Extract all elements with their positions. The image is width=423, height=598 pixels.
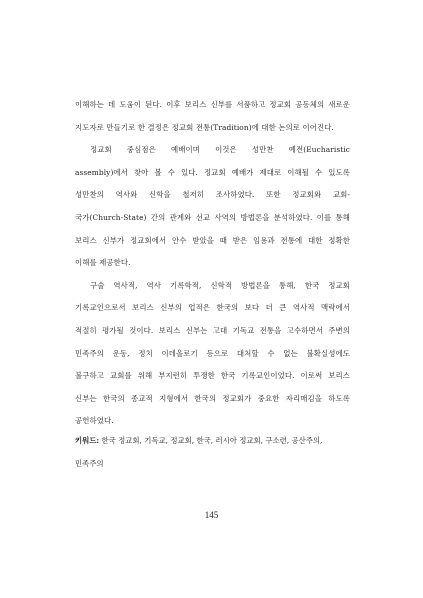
text-line: 기록교인으로서 보리스 신부의 업적은 한국의 보다 더 큰 역사적 맥락에서 bbox=[75, 303, 350, 313]
text-line: 적절히 평가될 것이다. 보리스 신부는 고대 기독교 전통을 고수하면서 주변의 bbox=[75, 325, 350, 335]
text-line: 공헌하였다. bbox=[75, 416, 114, 426]
text-line: 불구하고 교회를 위해 부지런히 투쟁한 한국 기록교인이었다. 이로써 보리스 bbox=[75, 371, 350, 381]
text-line: 이해를 제공한다. bbox=[75, 258, 131, 268]
text-line: 성만찬의 역사와 신학을 철저히 조사하였다. 또한 정교회와 교회- bbox=[75, 190, 350, 200]
text-line: 신부는 한국의 종교적 지형에서 한국의 정교회가 중요한 자리매김을 하도록 bbox=[75, 393, 350, 403]
text-line: 민족주의 운동, 정치 이데올로기 등으로 대처할 수 없는 불확실성에도 bbox=[75, 348, 350, 358]
keywords-block bbox=[75, 430, 350, 475]
body-text bbox=[75, 94, 350, 433]
paragraph-2 bbox=[75, 139, 350, 275]
text-line: 지도자로 만들기로 한 결정은 정교회 전통(Tradition)에 대한 논의로 이어진다. bbox=[75, 122, 334, 132]
keywords-list: 한국 정교회, 기독교, 정교회, 한국, 러시아 정교회, 구소련, 공산주의, bbox=[99, 436, 323, 445]
page-number: 145 bbox=[204, 510, 219, 520]
paragraph-3 bbox=[75, 275, 350, 433]
keywords-label: 키워드: bbox=[75, 436, 100, 445]
text-line: 이해하는 데 도움이 된다. 이후 보리스 신부를 서품하고 정교회 공동체의 새로운 bbox=[75, 100, 350, 109]
text-line: 국가(Church-State) 간의 관계와 선교 사역의 방법론을 분석하였다. 이를 통해 bbox=[75, 212, 350, 222]
text-line: 보리스 신부가 정교회에서 안수 받았을 때 받은 임용과 전통에 대한 정확한 bbox=[75, 235, 350, 245]
text-line: 정교회 중심점은 예배이며 이것은 성만찬 예전(Eucharistic bbox=[90, 145, 350, 155]
keywords-line bbox=[75, 430, 350, 453]
paragraph-1 bbox=[75, 94, 350, 139]
text-line: assembly)에서 찾아 볼 수 있다. 정교회 예배가 제대로 이해될 수 있도록 bbox=[75, 167, 350, 177]
text-line: 구술 역사적, 역사 기록학적, 신학적 방법론을 통해, 한국 정교회 bbox=[90, 280, 350, 290]
keywords-line: 민족주의 bbox=[75, 458, 104, 468]
